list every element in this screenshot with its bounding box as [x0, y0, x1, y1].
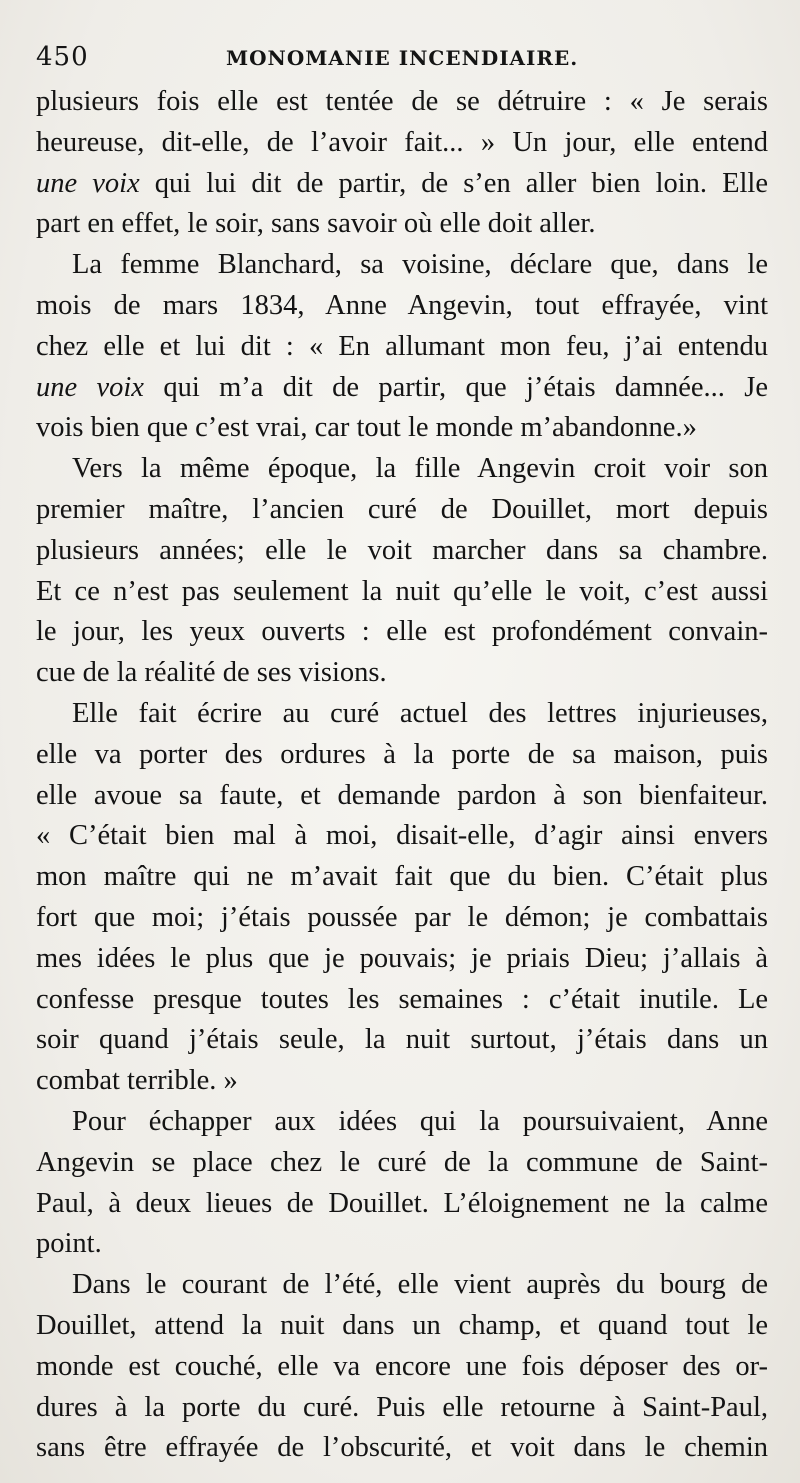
- page-number: 450: [36, 42, 89, 72]
- text-line: fort que moi; j’étais poussée par le démon; je combattais: [36, 901, 768, 933]
- body-text: [36, 82, 768, 1469]
- text-line: cue de la réalité de ses visions.: [36, 657, 387, 689]
- text-line: mois de mars 1834, Anne Angevin, tout effrayée, vint: [36, 289, 768, 321]
- page-header: [36, 42, 776, 78]
- text-line: Paul, à deux lieues de Douillet. L’éloignement ne la calme: [36, 1187, 768, 1219]
- text-line: [36, 164, 768, 205]
- text-line: premier maître, l’ancien curé de Douillet, mort depuis: [36, 493, 768, 525]
- text-line: part en effet, le soir, sans savoir où elle doit aller.: [36, 208, 596, 240]
- text-line: La femme Blanchard, sa voisine, déclare que, dans le: [72, 249, 768, 281]
- text-line: vois bien que c’est vrai, car tout le monde m’abandonne.»: [36, 412, 697, 444]
- text-segment: qui m’a dit de partir, que j’étais damnée... Je: [143, 371, 768, 403]
- text-line: plusieurs années; elle le voit marcher dans sa chambre.: [36, 534, 768, 566]
- text-line: confesse presque toutes les semaines : c’était inutile. Le: [36, 983, 768, 1015]
- text-line: sans être effrayée de l’obscurité, et voit dans le chemin: [36, 1432, 768, 1464]
- text-line: Pour échapper aux idées qui la poursuivaient, Anne: [72, 1105, 768, 1137]
- text-line: heureuse, dit-elle, de l’avoir fait... » Un jour, elle entend: [36, 126, 768, 158]
- text-line: dures à la porte du curé. Puis elle retourne à Saint-Paul,: [36, 1391, 768, 1423]
- text-line: Vers la même époque, la fille Angevin croit voir son: [72, 453, 768, 485]
- text-line: mes idées le plus que je pouvais; je priais Dieu; j’allais à: [36, 942, 768, 974]
- text-line: chez elle et lui dit : « En allumant mon feu, j’ai entendu: [36, 330, 768, 362]
- text-line: plusieurs fois elle est tentée de se détruire : « Je serais: [36, 86, 768, 117]
- text-line: combat terrible. »: [36, 1065, 238, 1097]
- italic-phrase: une voix: [36, 371, 144, 403]
- text-line: monde est couché, elle va encore une fois déposer des or-: [36, 1350, 768, 1382]
- italic-phrase: une voix: [36, 167, 140, 199]
- text-line: « C’était bien mal à moi, disait-elle, d’agir ainsi envers: [36, 820, 768, 852]
- text-line: Angevin se place chez le curé de la commune de Saint-: [36, 1146, 768, 1178]
- text-line: Et ce n’est pas seulement la nuit qu’elle le voit, c’est aussi: [36, 575, 768, 607]
- running-title: MONOMANIE INCENDIAIRE.: [226, 46, 579, 70]
- text-segment: qui lui dit de partir, de s’en aller bien loin. Elle: [139, 167, 768, 199]
- text-line: elle avoue sa faute, et demande pardon à son bienfaiteur.: [36, 779, 768, 811]
- text-line: Dans le courant de l’été, elle vient auprès du bourg de: [72, 1269, 768, 1301]
- text-line: le jour, les yeux ouverts : elle est profondément convain-: [36, 616, 768, 648]
- text-line: soir quand j’étais seule, la nuit surtout, j’étais dans un: [36, 1024, 768, 1056]
- text-line: Douillet, attend la nuit dans un champ, et quand tout le: [36, 1309, 768, 1341]
- text-line: Elle fait écrire au curé actuel des lettres injurieuses,: [72, 697, 768, 729]
- text-line: mon maître qui ne m’avait fait que du bien. C’était plus: [36, 861, 768, 893]
- text-line: point.: [36, 1228, 102, 1260]
- text-line: elle va porter des ordures à la porte de sa maison, puis: [36, 738, 768, 770]
- text-line: [36, 368, 768, 409]
